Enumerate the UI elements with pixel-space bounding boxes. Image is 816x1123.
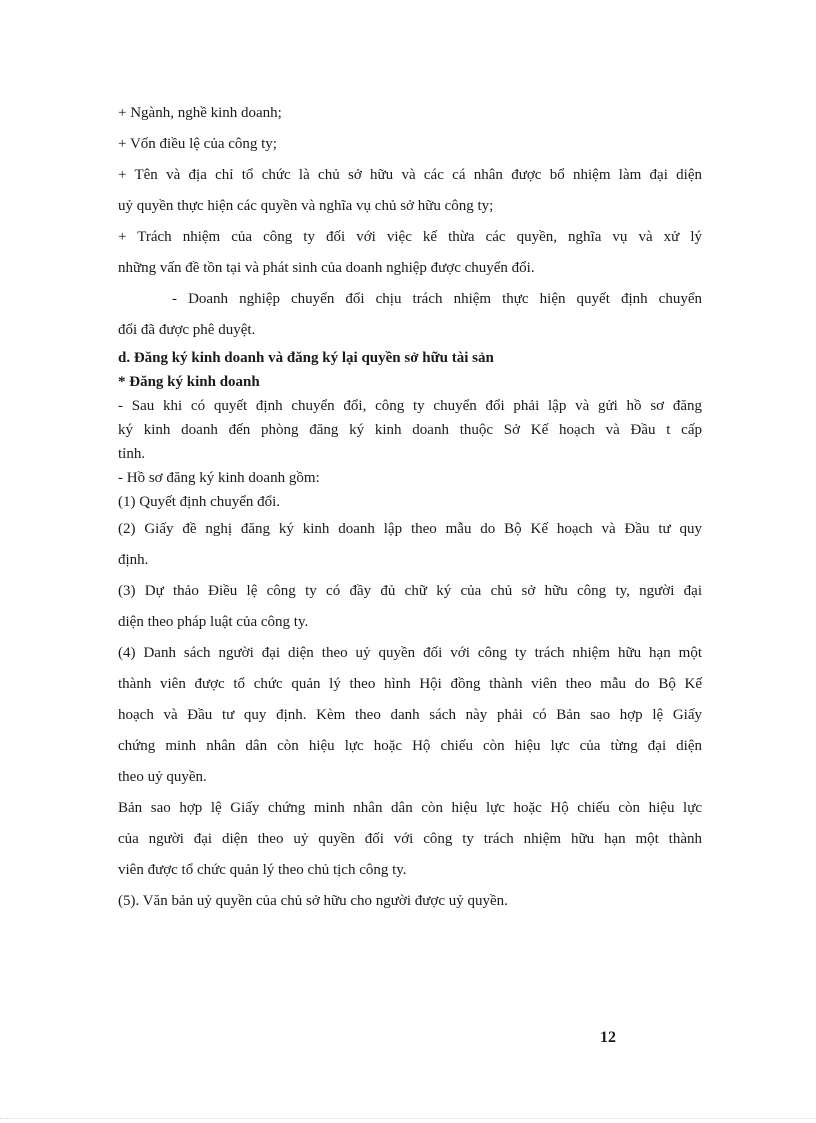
text-line: hoạch và Đầu tư quy định. Kèm theo danh sách này phải có Bản sao hợp lệ Giấy [118, 707, 702, 723]
text-line: viên được tổ chức quản lý theo chủ tịch công ty. [118, 862, 407, 878]
text-line: - Doanh nghiệp chuyển đổi chịu trách nhiệm thực hiện quyết định chuyển [172, 291, 702, 307]
text-line: chứng minh nhân dân còn hiệu lực hoặc Hộ chiếu còn hiệu lực của từng đại diện [118, 738, 702, 754]
text-line: (4) Danh sách người đại diện theo uỷ quyền đối với công ty trách nhiệm hữu hạn một [118, 645, 702, 661]
text-line: (2) Giấy đề nghị đăng ký kinh doanh lập theo mẫu do Bộ Kế hoạch và Đầu tư quy [118, 521, 702, 537]
text-line: đổi đã được phê duyệt. [118, 322, 256, 338]
text-line: tỉnh. [118, 446, 146, 462]
text-line: - Sau khi có quyết định chuyển đổi, công ty chuyển đổi phải lập và gửi hồ sơ đăng [118, 398, 702, 414]
text-line: + Tên và địa chỉ tổ chức là chủ sở hữu và các cá nhân được bổ nhiệm làm đại diện [118, 167, 702, 183]
subsection-heading: * Đăng ký kinh doanh [118, 374, 260, 390]
text-line: Bản sao hợp lệ Giấy chứng minh nhân dân còn hiệu lực hoặc Hộ chiếu còn hiệu lực [118, 800, 702, 816]
page-number: 12 [600, 1029, 616, 1046]
text-line: (5). Văn bản uỷ quyền của chủ sở hữu cho người được uỷ quyền. [118, 893, 508, 909]
page-bottom-divider [0, 1118, 816, 1119]
text-line: diện theo pháp luật của công ty. [118, 614, 309, 630]
text-line: định. [118, 552, 149, 568]
text-line: ký kinh doanh đến phòng đăng ký kinh doanh thuộc Sở Kế hoạch và Đầu t cấp [118, 422, 702, 438]
section-heading: d. Đăng ký kinh doanh và đăng ký lại quyền sở hữu tài sản [118, 350, 494, 366]
text-line: + Vốn điều lệ của công ty; [118, 136, 277, 152]
text-line: + Trách nhiệm của công ty đối với việc kế thừa các quyền, nghĩa vụ và xử lý [118, 229, 702, 245]
text-line: (3) Dự thảo Điều lệ công ty có đầy đủ chữ ký của chủ sở hữu công ty, người đại [118, 583, 702, 599]
document-body [118, 98, 702, 917]
text-line: theo uỷ quyền. [118, 769, 207, 785]
text-line: uỷ quyền thực hiện các quyền và nghĩa vụ chủ sở hữu công ty; [118, 198, 494, 214]
text-line: thành viên được tổ chức quản lý theo hình Hội đồng thành viên theo mẫu do Bộ Kế [118, 676, 702, 692]
text-line: (1) Quyết định chuyển đổi. [118, 494, 281, 510]
text-line: những vấn đề tồn tại và phát sinh của doanh nghiệp được chuyển đổi. [118, 260, 535, 276]
text-line: + Ngành, nghề kinh doanh; [118, 105, 282, 121]
text-line: của người đại diện theo uỷ quyền đối với công ty trách nhiệm hữu hạn một thành [118, 831, 702, 847]
text-line: - Hồ sơ đăng ký kinh doanh gồm: [118, 470, 320, 486]
